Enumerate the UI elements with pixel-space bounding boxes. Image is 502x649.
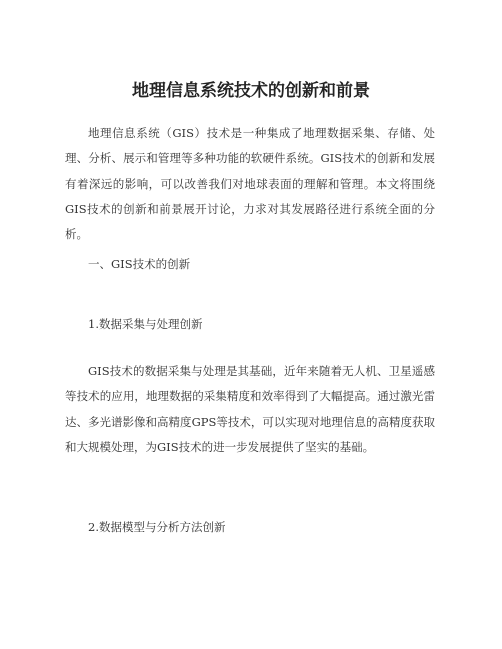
section-heading-innovation: 一、GIS技术的创新	[88, 257, 191, 271]
subsection-heading-data-collection: 1.数据采集与处理创新	[88, 317, 203, 331]
intro-paragraph: 地理信息系统（GIS）技术是一种集成了地理数据采集、存储、处理、分析、展示和管理等多种功能的软硬件系统。GIS技术的创新和发展有着深远的影响，可以改善我们对地球表面的理解和管理。本文将围绕GIS技术的创新和前景展开讨论，力求对其发展路径进行系统全面的分析。	[65, 126, 435, 242]
document-title: 地理信息系统技术的创新和前景	[132, 81, 370, 101]
data-collection-paragraph: GIS技术的数据采集与处理是其基础，近年来随着无人机、卫星遥感等技术的应用，地理数据的采集精度和效率得到了大幅提高。通过激光雷达、多光谱影像和高精度GPS等技术，可以实现对地理信息的高精度获取和大规模处理，为GIS技术的进一步发展提供了坚实的基础。	[65, 364, 435, 454]
subsection-heading-data-models: 2.数据模型与分析方法创新	[88, 520, 226, 534]
